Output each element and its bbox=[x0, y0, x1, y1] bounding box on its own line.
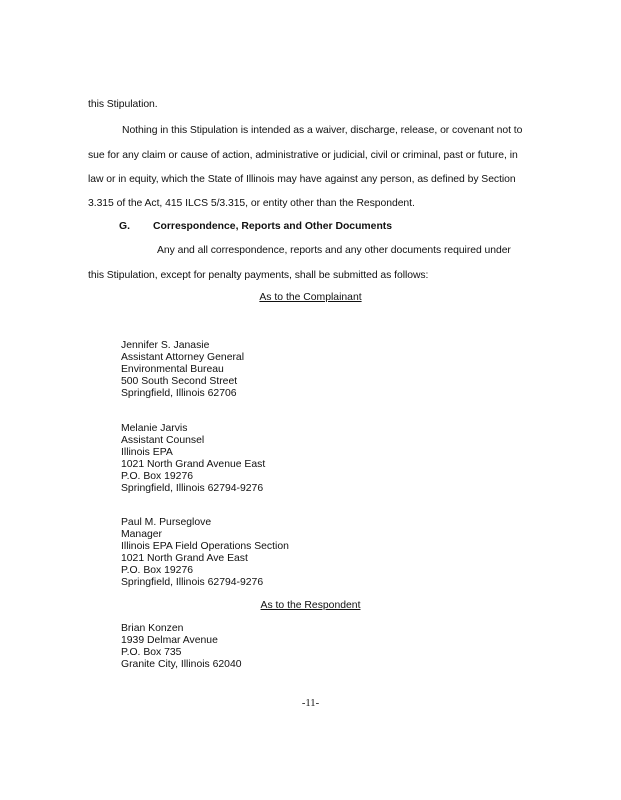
continuation-text: this Stipulation. bbox=[88, 99, 158, 110]
address-line: Paul M. Purseglove bbox=[121, 517, 212, 528]
address-line: Environmental Bureau bbox=[121, 364, 224, 375]
address-line: Springfield, Illinois 62794-9276 bbox=[121, 577, 264, 588]
waiver-line-2: sue for any claim or cause of action, administrative or judicial, civil or criminal, past or future, in bbox=[88, 150, 518, 161]
complainant-heading: As to the Complainant bbox=[259, 292, 362, 303]
address-line: 500 South Second Street bbox=[121, 376, 238, 387]
waiver-line-4: 3.315 of the Act, 415 ILCS 5/3.315, or entity other than the Respondent. bbox=[88, 198, 415, 209]
address-line: 1021 North Grand Avenue East bbox=[121, 459, 266, 470]
address-line: P.O. Box 19276 bbox=[121, 471, 194, 482]
address-line: Assistant Counsel bbox=[121, 435, 205, 446]
waiver-line-3: law or in equity, which the State of Illinois may have against any person, as defined by Section bbox=[88, 174, 516, 185]
address-line: P.O. Box 19276 bbox=[121, 565, 194, 576]
contact-purseglove bbox=[121, 517, 289, 589]
respondent-heading: As to the Respondent bbox=[260, 600, 361, 611]
submission-line-2: this Stipulation, except for penalty payments, shall be submitted as follows: bbox=[88, 270, 429, 281]
address-line: P.O. Box 735 bbox=[121, 647, 182, 658]
page-number: -11- bbox=[301, 698, 320, 709]
contact-konzen bbox=[121, 623, 242, 671]
contact-jarvis bbox=[121, 423, 265, 495]
address-line: 1939 Delmar Avenue bbox=[121, 635, 218, 646]
submission-line-1: Any and all correspondence, reports and any other documents required under bbox=[157, 245, 511, 256]
address-line: Manager bbox=[121, 529, 163, 540]
address-line: Springfield, Illinois 62706 bbox=[121, 388, 237, 399]
address-line: Brian Konzen bbox=[121, 623, 184, 634]
address-line: Illinois EPA bbox=[121, 447, 173, 458]
waiver-line-1: Nothing in this Stipulation is intended as a waiver, discharge, release, or covenant not to bbox=[122, 125, 523, 136]
contact-janasie bbox=[121, 340, 244, 400]
address-line: 1021 North Grand Ave East bbox=[121, 553, 248, 564]
address-line: Melanie Jarvis bbox=[121, 423, 188, 434]
address-line: Jennifer S. Janasie bbox=[121, 340, 210, 351]
section-number: G. bbox=[119, 221, 130, 232]
address-line: Springfield, Illinois 62794-9276 bbox=[121, 483, 264, 494]
address-line: Illinois EPA Field Operations Section bbox=[121, 541, 289, 552]
section-title: Correspondence, Reports and Other Documents bbox=[153, 221, 393, 232]
address-line: Assistant Attorney General bbox=[121, 352, 245, 363]
address-line: Granite City, Illinois 62040 bbox=[121, 659, 242, 670]
